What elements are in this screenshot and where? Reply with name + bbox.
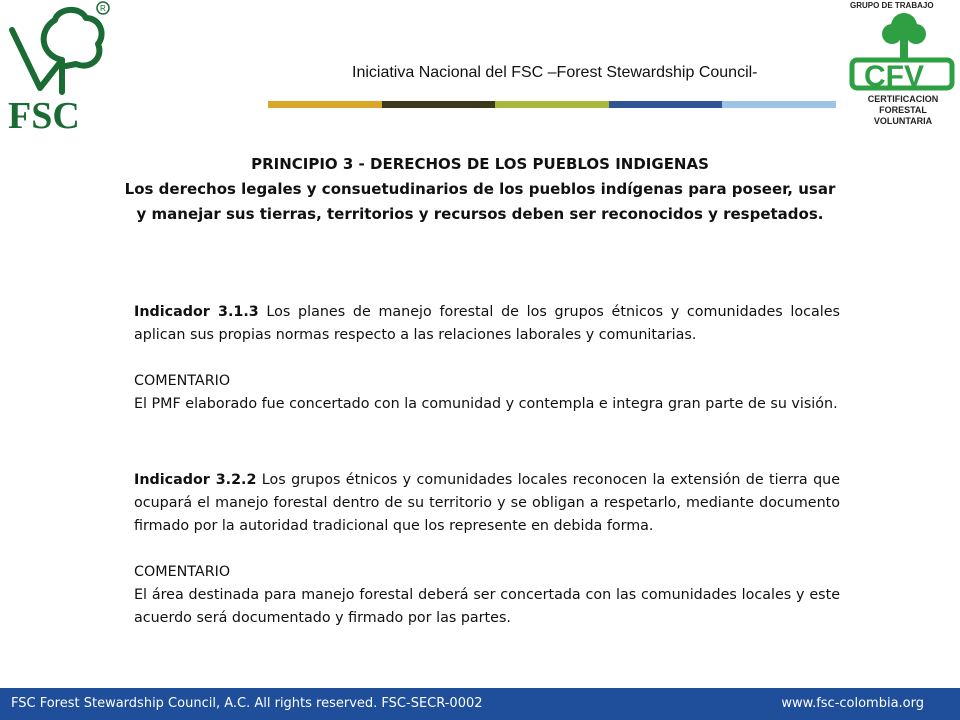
footer: [0, 688, 960, 720]
indicator-label: Indicador 3.2.2: [134, 472, 257, 488]
color-bar-segment-1: [268, 101, 382, 108]
cfv-line-2: FORESTAL: [879, 105, 927, 115]
comment-label: COMENTARIO: [134, 564, 231, 580]
color-bar-segment-2: [382, 101, 496, 108]
indicator-paragraph: [134, 301, 840, 347]
color-bar-segment-3: [495, 101, 609, 108]
comment-label: COMENTARIO: [134, 373, 231, 389]
indicator-text: Los planes de manejo forestal de los grupos étnicos y comunidades locales aplican sus propias normas respecto a las relaciones laborales y comunitarias.: [134, 304, 840, 343]
cfv-top-text: GRUPO DE TRABAJO: [850, 1, 934, 10]
cfv-mark: CFV: [864, 60, 924, 93]
indicator-text: Los grupos étnicos y comunidades locales reconocen la extensión de tierra que ocupará el manejo forestal dentro de su territorio y se obligan a respetarlo, mediante documento firmado por la autoridad tradicional que los represente en debida forma.: [134, 472, 841, 534]
indicator-block-1: [134, 301, 840, 416]
footer-website-link[interactable]: www.fsc-colombia.org: [781, 696, 924, 711]
registered-mark: R: [100, 4, 106, 13]
cfv-line-3: VOLUNTARIA: [873, 116, 933, 126]
indicator-label: Indicador 3.1.3: [134, 304, 259, 320]
footer-copyright: FSC Forest Stewardship Council, A.C. All rights reserved. FSC-SECR-0002: [11, 696, 483, 711]
fsc-logo-text: FSC: [8, 95, 80, 133]
fsc-logo: [0, 0, 125, 133]
comment-text: El PMF elaborado fue concertado con la comunidad y contempla e integra gran parte de su visión.: [134, 396, 838, 412]
principle-title: PRINCIPIO 3 - DERECHOS DE LOS PUEBLOS INDIGENAS: [251, 155, 709, 173]
indicator-paragraph: [134, 469, 840, 538]
principle-heading: [120, 152, 840, 227]
indicator-block-2: [134, 469, 840, 630]
principle-description: Los derechos legales y consuetudinarios de los pueblos indígenas para poseer, usar y manejar sus tierras, territorios y recursos deben ser reconocidos y respetados.: [124, 180, 836, 223]
header-color-bar: [268, 101, 836, 108]
header-subtitle: Iniciativa Nacional del FSC –Forest Stewardship Council-: [352, 64, 758, 81]
cfv-line-1: CERTIFICACION: [867, 94, 939, 104]
comment-text: El área destinada para manejo forestal deberá ser concertada con las comunidades locales y este acuerdo será documentado y firmado por las partes.: [134, 587, 840, 626]
color-bar-segment-5: [722, 101, 836, 108]
color-bar-segment-4: [609, 101, 723, 108]
cfv-logo: [846, 0, 960, 130]
